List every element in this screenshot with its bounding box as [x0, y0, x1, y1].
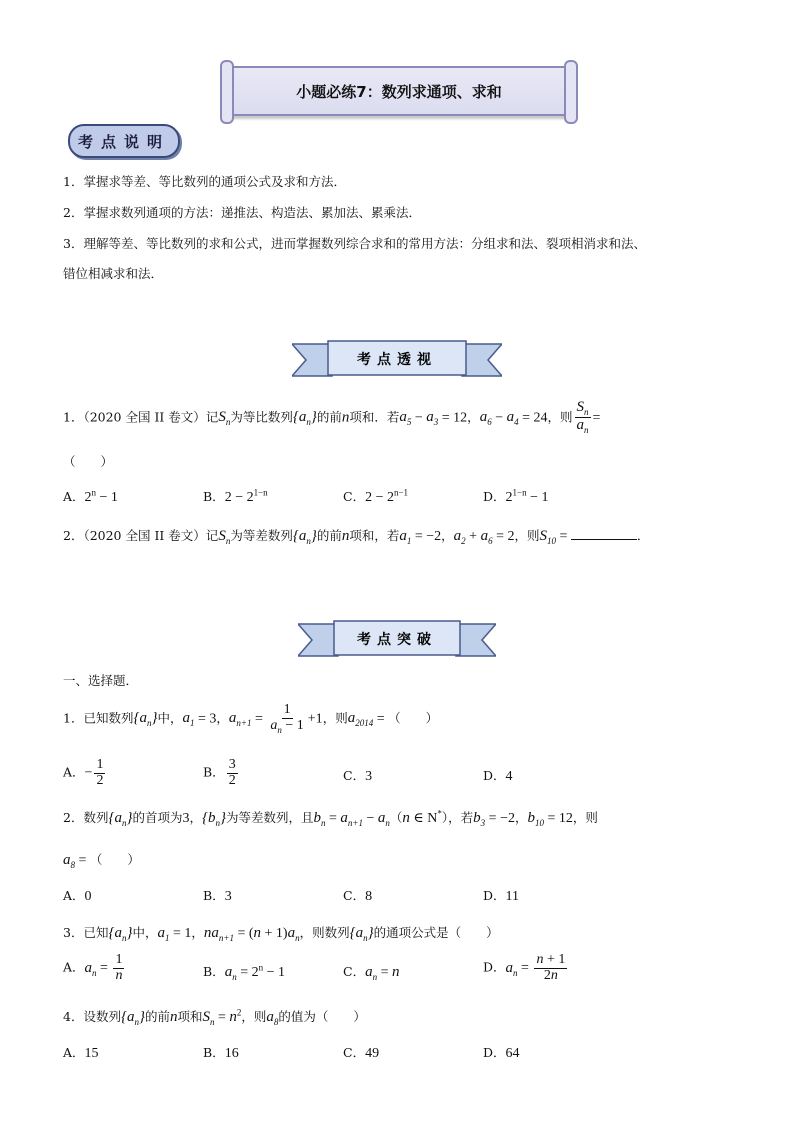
explain-line-1: 1．掌握求等差、等比数列的通项公式及求和方法．: [63, 174, 346, 189]
problem-3: 3．已知$\{a_n\}$中，$a_1 = 1$，$na_{n+1} = (n + 1)a_n$，则数列$\{a_n\}$的通项公式是（ ）: [63, 925, 499, 943]
test1-option-c: C．$2 - 2^{n-1}$: [343, 487, 409, 505]
ribbon-2-label: 考点突破: [357, 632, 437, 648]
problem3-option-a: A．$a_n$ = $\frac{1}{n}$: [63, 952, 123, 983]
problem4-option-c: C．49: [343, 1045, 380, 1061]
problem4-option-a: A．15: [63, 1045, 99, 1061]
test-question-1: 1．（2020 全国 II 卷文）记$S_n$为等比数列$\{a_n\}$的前n项和．若$a_5 - a_3 = 12$，$a_6 - a_4 = 24$，则 $\frac{S_n}{a_n}$ =: [63, 399, 601, 436]
problem-1: 1．已知数列$\{a_n\}$中，$a_1 = 3$，$a_{n+1}$ = $\frac{1}{a_n - 1}$ +1，则$a_{2014}$ = （ ）: [63, 702, 439, 735]
problem3-option-b: B．$a_n = 2^n - 1$: [203, 962, 285, 982]
problem2-option-c: C．8: [343, 888, 373, 904]
explain-line-3a: 3．理解等差、等比数列的求和公式，进而掌握数列综合求和的常用方法：分组求和法、裂项相消求和法、: [63, 236, 646, 251]
ribbon-banner-1: [292, 340, 502, 380]
problem4-option-b: B．16: [203, 1045, 239, 1061]
problem1-option-d: D．4: [483, 768, 513, 784]
page-title: 小题必练7：数列求通项、求和: [226, 66, 572, 116]
explain-line-2: 2．掌握求数列通项的方法：递推法、构造法、累加法、累乘法．: [63, 205, 421, 220]
test1-option-d: D．$2^{1-n} - 1$: [483, 487, 549, 505]
ribbon-1-label: 考点透视: [357, 352, 437, 368]
problem2-option-a: A．0: [63, 888, 92, 904]
problem3-option-d: D．$a_n$ = $\frac{n + 1}{2n}$: [483, 952, 566, 983]
test1-option-a: A．$2^n - 1$: [63, 487, 118, 505]
problem4-option-d: D．64: [483, 1045, 520, 1061]
section-heading-choice: 一、选择题．: [63, 673, 139, 688]
problem1-option-a: A．− $\frac{1}{2}$: [63, 757, 104, 788]
ribbon-banner-2: [298, 620, 496, 660]
problem-2-cont: $a_8$ = （ ）: [63, 852, 140, 870]
test1-option-b: B．$2 - 2^{1-n}$: [203, 487, 268, 505]
problem1-option-c: C．3: [343, 768, 373, 784]
test-question-2: 2．（2020 全国 II 卷文）记$S_n$为等差数列$\{a_n\}$的前n项和，若$a_1 = -2$，$a_2 + a_6 = 2$，则$S_{10}$ = ．: [63, 528, 650, 546]
problem-2: 2．数列$\{a_n\}$的首项为3，$\{b_n\}$为等差数列，且$b_n = a_{n+1} - a_n(n$ ∈ N*），若$b_3 = -2$，$b_{10} = 12$，则: [63, 808, 598, 828]
answer-blank[interactable]: [571, 527, 637, 540]
problem3-option-c: C．$a_n = n$: [343, 964, 400, 982]
problem2-option-b: B．3: [203, 888, 232, 904]
test-question-1-paren: （ ）: [63, 454, 114, 469]
problem-4: 4．设数列$\{a_n\}$的前n项和$S_n = n^2$，则$a_8$的值为（ ）: [63, 1007, 366, 1027]
problem1-option-b: B． $\frac{3}{2}$: [203, 757, 236, 788]
section-badge-explain: 考点说明: [68, 124, 180, 158]
explain-line-3b: 错位相减求和法．: [63, 266, 164, 281]
problem2-option-d: D．11: [483, 888, 520, 904]
